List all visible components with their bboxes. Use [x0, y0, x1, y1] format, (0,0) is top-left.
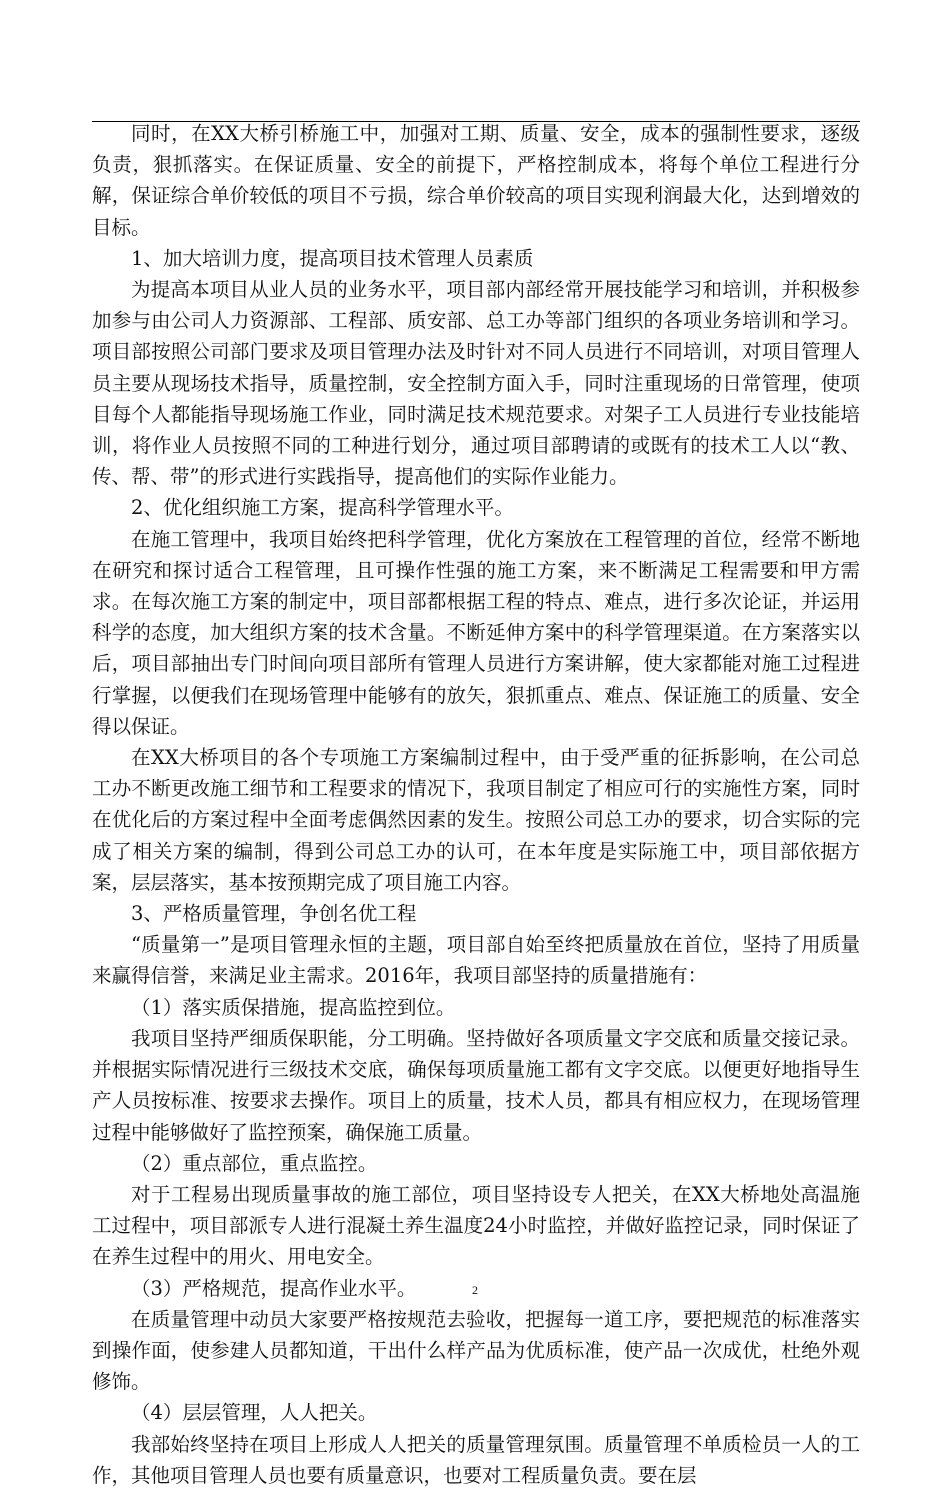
paragraph: 在施工管理中，我项目始终把科学管理，优化方案放在工程管理的首位，经常不断地在研究和探讨适合工程管理，且可操作性强的施工方案，来不断满足工程需要和甲方需求。在每次施工方案的制定中，项目部都根据工程的特点、难点，进行多次论证，并运用科学的态度，加大组织方案的技术含量。不断延伸方案中的科学管理渠道。在方案落实以后，项目部抽出专门时间向项目部所有管理人员进行方案讲解，使大家都能对施工过程进行掌握，以便我们在现场管理中能够有的放矢，狠抓重点、难点、保证施工的质量、安全得以保证。: [92, 527, 860, 738]
subsection-heading: （2）重点部位，重点监控。: [131, 1151, 378, 1175]
paragraph: 我部始终坚持在项目上形成人人把关的质量管理氛围。质量管理不单质检员一人的工作，其他项目管理人员也要有质量意识，也要对工程质量负责。要在层: [92, 1432, 860, 1487]
paragraph: 我项目坚持严细质保职能，分工明确。坚持做好各项质量文字交底和质量交接记录。并根据实际情况进行三级技术交底，确保每项质量施工都有文字交底。以便更好地指导生产人员按标准、按要求去操作。项目上的质量，技术人员，都具有相应权力，在现场管理过程中能够做好了监控预案，确保施工质量。: [92, 1026, 860, 1144]
paragraph: 在质量管理中动员大家要严格按规范去验收，把握每一道工序，要把规范的标准落实到操作面，使参建人员都知道，干出什么样产品为优质标准，使产品一次成优，杜绝外观修饰。: [92, 1307, 860, 1394]
section-heading: 2、优化组织施工方案，提高科学管理水平。: [131, 496, 514, 520]
subsection-heading: （4）层层管理，人人把关。: [131, 1401, 378, 1425]
subsection-heading: （3）严格规范，提高作业水平。: [131, 1276, 417, 1300]
subsection-heading: （1）落实质保措施，提高监控到位。: [131, 995, 456, 1019]
paragraph: 对于工程易出现质量事故的施工部位，项目坚持设专人把关，在XX大桥地处高温施工过程中，项目部派专人进行混凝土养生温度24小时监控，并做好监控记录，同时保证了在养生过程中的用火、用电安全。: [92, 1182, 860, 1269]
section-heading: 1、加大培训力度，提高项目技术管理人员素质: [131, 246, 534, 270]
paragraph: 在XX大桥项目的各个专项施工方案编制过程中，由于受严重的征拆影响，在公司总工办不断更改施工细节和工程要求的情况下，我项目制定了相应可行的实施性方案，同时在优化后的方案过程中全面考虑偶然因素的发生。按照公司总工办的要求，切合实际的完成了相关方案的编制，得到公司总工办的认可，在本年度是实际施工中，项目部依据方案，层层落实，基本按预期完成了项目施工内容。: [92, 746, 860, 894]
page-number: 2: [472, 1283, 478, 1297]
section-heading: 3、严格质量管理，争创名优工程: [131, 902, 417, 926]
paragraph: “质量第一”是项目管理永恒的主题，项目部自始至终把质量放在首位，坚持了用质量来赢得信誉，来满足业主需求。2016年，我项目部坚持的质量措施有：: [92, 933, 860, 988]
paragraph: 为提高本项目从业人员的业务水平，项目部内部经常开展技能学习和培训，并积极参加参与由公司人力资源部、工程部、质安部、总工办等部门组织的各项业务培训和学习。项目部按照公司部门要求及项目管理办法及时针对不同人员进行不同培训，对项目管理人员主要从现场技术指导，质量控制，安全控制方面入手，同时注重现场的日常管理，使项目每个人都能指导现场施工作业，同时满足技术规范要求。对架子工人员进行专业技能培训，将作业人员按照不同的工种进行划分，通过项目部聘请的或既有的技术工人以“教、传、帮、带”的形式进行实践指导，提高他们的实际作业能力。: [92, 278, 860, 489]
paragraph: 同时，在XX大桥引桥施工中，加强对工期、质量、安全，成本的强制性要求，逐级负责，狠抓落实。在保证质量、安全的前提下，严格控制成本，将每个单位工程进行分解，保证综合单价较低的项目不亏损，综合单价较高的项目实现利润最大化，达到增效的目标。: [92, 122, 860, 239]
